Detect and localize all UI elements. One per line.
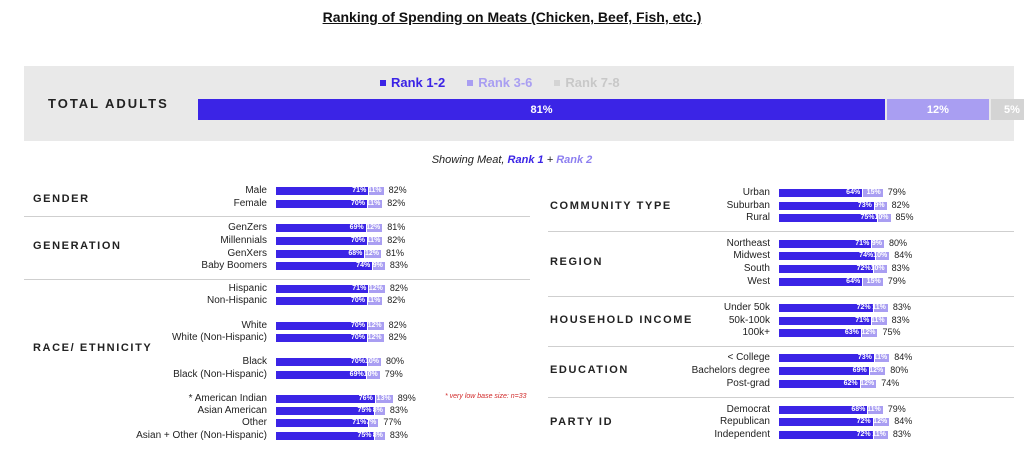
bar-rank2-segment — [367, 224, 383, 232]
row-total: 82% — [388, 185, 407, 195]
stacked-bar — [779, 317, 887, 325]
bar-rank1-label: 64% — [846, 189, 861, 196]
row-total: 85% — [895, 212, 914, 222]
row-label: Female — [233, 198, 267, 209]
bar-rank1-segment — [779, 418, 873, 426]
stacked-bar — [779, 304, 888, 312]
bar-rank2-segment — [868, 406, 882, 414]
stacked-bar — [276, 262, 385, 270]
bar-rank1-segment — [276, 200, 367, 208]
bar-rank2-segment — [372, 432, 385, 440]
group-label: RACE/ ETHNICITY — [33, 342, 153, 354]
bar-rank1-segment — [276, 334, 367, 342]
bar-rank2-label: 8% — [372, 432, 383, 439]
bar-rank2-segment — [874, 418, 890, 426]
stacked-bar — [779, 252, 889, 260]
stacked-bar — [779, 265, 887, 273]
bar-rank2-label: 11% — [366, 200, 381, 207]
bar-rank2-label: 10% — [874, 214, 889, 221]
stacked-bar — [276, 395, 393, 403]
bar-rank2-label: 9% — [372, 262, 383, 269]
row-label: Asian American — [197, 405, 267, 416]
stacked-bar — [779, 418, 889, 426]
bar-rank1-segment — [779, 304, 873, 312]
bar-rank1-label: 75% — [357, 407, 372, 414]
group-divider — [548, 346, 1014, 347]
group-label: REGION — [550, 256, 603, 268]
stacked-bar — [276, 187, 384, 195]
bar-rank2-label: 11% — [867, 406, 881, 413]
bar-rank1-segment — [779, 202, 874, 210]
row-label: Democrat — [726, 404, 770, 415]
bar-rank1-label: 70% — [350, 200, 365, 207]
legend-swatch — [467, 80, 473, 86]
row-total: 83% — [892, 429, 911, 439]
row-label: Republican — [719, 416, 770, 427]
bar-rank1-segment — [276, 371, 366, 379]
bar-rank2-segment — [368, 322, 384, 330]
row-total: 84% — [894, 416, 913, 426]
row-label: Black (Non-Hispanic) — [173, 369, 267, 380]
row-label: 50k-100k — [728, 315, 770, 326]
row-total: 79% — [887, 276, 906, 286]
legend-item-rank-1-2 — [380, 75, 445, 90]
bar-rank1-label: 71% — [855, 317, 870, 324]
bar-rank1-label: 72% — [856, 418, 871, 425]
bar-rank1-label: 69% — [349, 224, 364, 231]
bar-rank2-label: 9% — [874, 202, 885, 209]
bar-rank2-segment — [373, 262, 385, 270]
bar-rank1-label: 72% — [856, 265, 871, 272]
bar-rank1-segment — [779, 278, 862, 286]
row-label: < College — [727, 352, 770, 363]
bar-rank2-segment — [863, 189, 883, 197]
stacked-bar — [276, 322, 384, 330]
bar-rank1-segment — [276, 250, 364, 258]
bar-rank2-label: 11% — [872, 431, 886, 438]
stacked-bar — [276, 371, 380, 379]
stacked-bar — [276, 237, 382, 245]
bar-rank1-segment — [276, 419, 368, 427]
bar-rank1-label: 70% — [350, 322, 365, 329]
bar-rank1-label: 72% — [856, 304, 871, 311]
row-total: 81% — [386, 248, 405, 258]
bar-rank1-segment — [779, 214, 877, 222]
legend — [380, 75, 620, 90]
row-total: 82% — [387, 235, 406, 245]
bar-rank2-segment — [365, 250, 381, 258]
group-label: GENDER — [33, 193, 90, 205]
bar-rank1-label: 68% — [348, 250, 363, 257]
bar-rank2-segment — [369, 285, 385, 293]
bar-rank1-label: 70% — [350, 358, 365, 365]
bar-rank2-segment — [870, 367, 886, 375]
bar-rank2-label: 12% — [368, 285, 383, 292]
bar-rank2-segment — [875, 202, 887, 210]
row-label: Under 50k — [723, 302, 770, 313]
group-label: COMMUNITY TYPE — [550, 200, 672, 212]
row-total: 79% — [887, 404, 906, 414]
row-total: 83% — [891, 263, 910, 273]
stacked-bar — [276, 297, 382, 305]
stacked-bar — [276, 285, 385, 293]
bar-rank2-segment — [368, 334, 384, 342]
bar-rank1-segment — [779, 354, 874, 362]
bar-rank1-segment — [276, 297, 367, 305]
stacked-bar — [779, 202, 887, 210]
row-total: 80% — [890, 365, 909, 375]
bar-rank1-label: 70% — [350, 237, 365, 244]
bar-rank1-label: 68% — [851, 406, 866, 413]
row-label: Northeast — [726, 238, 770, 249]
bar-rank2-segment — [369, 187, 383, 195]
bar-rank2-label: 10% — [873, 252, 888, 259]
bar-rank2-label: 12% — [869, 367, 884, 374]
bar-rank1-label: 70% — [350, 297, 365, 304]
legend-item-rank-7-8 — [554, 75, 619, 90]
bar-rank1-label: 74% — [356, 262, 371, 269]
group-divider — [548, 296, 1014, 297]
bar-rank1-segment — [779, 265, 873, 273]
row-total: 81% — [387, 222, 406, 232]
bar-rank1-label: 75% — [860, 214, 875, 221]
group-divider — [24, 216, 530, 217]
bar-rank2-label: 10% — [364, 358, 379, 365]
bar-rank1-label: 63% — [844, 329, 859, 336]
bar-rank2-segment — [376, 395, 393, 403]
stacked-bar — [276, 200, 382, 208]
stacked-bar — [779, 329, 877, 337]
bar-rank2-segment — [872, 317, 886, 325]
row-label: Black — [242, 356, 267, 367]
bar-rank2-label: 11% — [366, 297, 381, 304]
bar-rank2-label: 10% — [870, 265, 885, 272]
legend-label: Rank 7-8 — [565, 75, 620, 90]
row-total: 82% — [387, 295, 406, 305]
row-label: Asian + Other (Non-Hispanic) — [136, 430, 267, 441]
row-label: Other — [241, 417, 267, 428]
row-label: GenZers — [228, 222, 267, 233]
stacked-bar — [276, 250, 381, 258]
group-label: PARTY ID — [550, 416, 614, 428]
row-total: 89% — [397, 393, 416, 403]
bar-rank1-segment — [276, 187, 368, 195]
row-total: 80% — [889, 238, 908, 248]
bar-rank2-label: 12% — [367, 322, 382, 329]
row-label: Rural — [746, 212, 770, 223]
bar-rank1-segment — [276, 322, 367, 330]
stacked-bar — [276, 358, 381, 366]
bar-rank1-segment — [276, 407, 374, 415]
group-label: EDUCATION — [550, 364, 629, 376]
stacked-bar — [779, 406, 883, 414]
bar-rank1-segment — [779, 240, 871, 248]
stacked-bar — [779, 189, 883, 197]
bar-rank1-segment — [779, 189, 862, 197]
group-divider — [24, 279, 530, 280]
bar-rank2-label: 10% — [363, 371, 378, 378]
stacked-bar — [276, 419, 378, 427]
bar-rank2-segment — [372, 407, 385, 415]
row-label: GenXers — [227, 248, 267, 259]
legend-label: Rank 1-2 — [391, 75, 446, 90]
bar-rank1-label: 76% — [358, 395, 373, 402]
group-label: HOUSEHOLD INCOME — [550, 314, 693, 326]
total-bar-segment: 81% — [198, 99, 885, 120]
bar-rank1-label: 64% — [846, 278, 861, 285]
subtitle-rank2: Rank 2 — [556, 154, 593, 166]
bar-rank1-label: 69% — [349, 371, 364, 378]
bar-rank1-segment — [779, 317, 871, 325]
bar-rank1-segment — [276, 432, 374, 440]
legend-swatch — [554, 80, 560, 86]
row-total: 75% — [882, 327, 901, 337]
row-total: 82% — [387, 198, 406, 208]
bar-rank1-segment — [276, 395, 375, 403]
bar-rank1-label: 73% — [857, 354, 872, 361]
bar-rank2-segment — [368, 297, 382, 305]
bar-rank2-label: 12% — [366, 224, 381, 231]
bar-rank1-segment — [276, 285, 368, 293]
legend-label: Rank 3-6 — [478, 75, 533, 90]
row-label: White (Non-Hispanic) — [171, 332, 267, 343]
bar-rank2-segment — [874, 214, 891, 222]
bar-rank2-segment — [870, 265, 887, 273]
bar-rank2-segment — [364, 358, 381, 366]
row-label: Post-grad — [726, 378, 770, 389]
bar-rank1-label: 71% — [352, 187, 367, 194]
bar-rank2-segment — [366, 419, 378, 427]
row-total: 84% — [894, 250, 913, 260]
bar-rank2-segment — [368, 237, 382, 245]
bar-rank2-segment — [872, 240, 884, 248]
bar-rank1-label: 75% — [357, 432, 372, 439]
bar-rank1-segment — [276, 358, 367, 366]
bar-rank2-label: 9% — [871, 240, 882, 247]
row-total: 74% — [881, 378, 900, 388]
row-label: Baby Boomers — [201, 260, 267, 271]
row-total: 82% — [891, 200, 910, 210]
bar-rank1-label: 69% — [852, 367, 867, 374]
bar-rank1-label: 71% — [352, 285, 367, 292]
row-label: Midwest — [733, 250, 770, 261]
row-total: 83% — [389, 405, 408, 415]
bar-rank2-label: 12% — [367, 334, 382, 341]
bar-rank1-label: 62% — [843, 380, 858, 387]
row-label: Urban — [742, 187, 770, 198]
total-adults-bar — [198, 99, 1024, 120]
bar-rank2-label: 11% — [873, 354, 888, 361]
row-label: Independent — [714, 429, 770, 440]
bar-rank1-segment — [779, 380, 860, 388]
stacked-bar — [276, 407, 385, 415]
chart-title: Ranking of Spending on Meats (Chicken, Beef, Fish, etc.) — [322, 9, 702, 25]
bar-rank2-label: 8% — [372, 407, 383, 414]
row-total: 83% — [389, 260, 408, 270]
bar-rank2-segment — [861, 380, 877, 388]
stacked-bar — [779, 431, 888, 439]
bar-rank2-segment — [862, 329, 878, 337]
row-total: 82% — [388, 332, 407, 342]
total-bar-segment: 5% — [991, 99, 1024, 120]
row-total: 79% — [384, 369, 403, 379]
row-label: 100k+ — [742, 327, 770, 338]
legend-item-rank-3-6 — [467, 75, 532, 90]
bar-rank2-label: 15% — [866, 189, 881, 196]
bar-rank1-label: 74% — [859, 252, 874, 259]
bar-rank2-segment — [874, 431, 888, 439]
bar-rank1-label: 71% — [352, 419, 367, 426]
subtitle-plus: + — [546, 154, 554, 166]
bar-rank1-segment — [779, 431, 873, 439]
stacked-bar — [779, 278, 883, 286]
bar-rank2-segment — [863, 278, 883, 286]
bar-rank1-segment — [779, 252, 875, 260]
subtitle-rank1: Rank 1 — [507, 154, 544, 166]
stacked-bar — [779, 354, 889, 362]
bar-rank2-label: 12% — [860, 380, 875, 387]
total-adults-label: TOTAL ADULTS — [48, 96, 169, 111]
bar-rank1-segment — [276, 224, 366, 232]
bar-rank2-label: 11% — [872, 304, 886, 311]
row-total: 77% — [383, 417, 402, 427]
bar-rank2-label: 12% — [364, 250, 379, 257]
row-total: 82% — [388, 320, 407, 330]
bar-rank2-label: 12% — [873, 418, 888, 425]
bar-rank1-label: 71% — [855, 240, 870, 247]
bar-rank1-label: 72% — [856, 431, 871, 438]
bar-rank2-label: 11% — [366, 237, 381, 244]
bar-rank1-segment — [779, 367, 869, 375]
row-label: Non-Hispanic — [206, 295, 267, 306]
group-divider — [548, 231, 1014, 232]
row-total: 82% — [389, 283, 408, 293]
row-total: 83% — [891, 315, 910, 325]
row-label: * American Indian — [188, 393, 267, 404]
low-base-note: * very low base size: n=33 — [445, 393, 527, 400]
bar-rank1-segment — [779, 329, 861, 337]
row-total: 79% — [887, 187, 906, 197]
stacked-bar — [779, 240, 884, 248]
bar-rank2-segment — [875, 354, 889, 362]
chart-subtitle — [0, 154, 1024, 166]
stacked-bar — [276, 334, 384, 342]
row-label: Hispanic — [228, 283, 267, 294]
bar-rank1-segment — [276, 262, 372, 270]
group-divider — [548, 397, 1014, 398]
row-label: White — [241, 320, 267, 331]
bar-rank2-label: 11% — [367, 187, 382, 194]
row-label: West — [747, 276, 770, 287]
subtitle-prefix: Showing Meat, — [431, 154, 505, 166]
bar-rank1-segment — [779, 406, 867, 414]
bar-rank2-segment — [873, 252, 889, 260]
row-total: 83% — [389, 430, 408, 440]
bar-rank1-label: 70% — [350, 334, 365, 341]
row-label: Millennials — [220, 235, 267, 246]
row-label: Male — [245, 185, 267, 196]
legend-swatch — [380, 80, 386, 86]
group-label: GENERATION — [33, 240, 122, 252]
row-total: 84% — [894, 352, 913, 362]
row-total: 80% — [386, 356, 405, 366]
stacked-bar — [779, 214, 891, 222]
bar-rank2-label: 15% — [866, 278, 881, 285]
stacked-bar — [276, 432, 385, 440]
stacked-bar — [779, 367, 885, 375]
row-label: Suburban — [726, 200, 770, 211]
bar-rank2-segment — [363, 371, 380, 379]
bar-rank1-segment — [276, 237, 367, 245]
row-label: Bachelors degree — [691, 365, 770, 376]
stacked-bar — [779, 380, 876, 388]
bar-rank2-label: 13% — [376, 395, 391, 402]
row-total: 83% — [892, 302, 911, 312]
bar-rank2-label: 11% — [870, 317, 885, 324]
bar-rank2-segment — [874, 304, 888, 312]
bar-rank2-segment — [368, 200, 382, 208]
stacked-bar — [276, 224, 382, 232]
bar-rank2-label: 12% — [861, 329, 876, 336]
bar-rank1-label: 73% — [857, 202, 872, 209]
bar-rank2-label: 7% — [366, 419, 377, 426]
total-bar-segment: 12% — [887, 99, 989, 120]
row-label: South — [743, 263, 770, 274]
